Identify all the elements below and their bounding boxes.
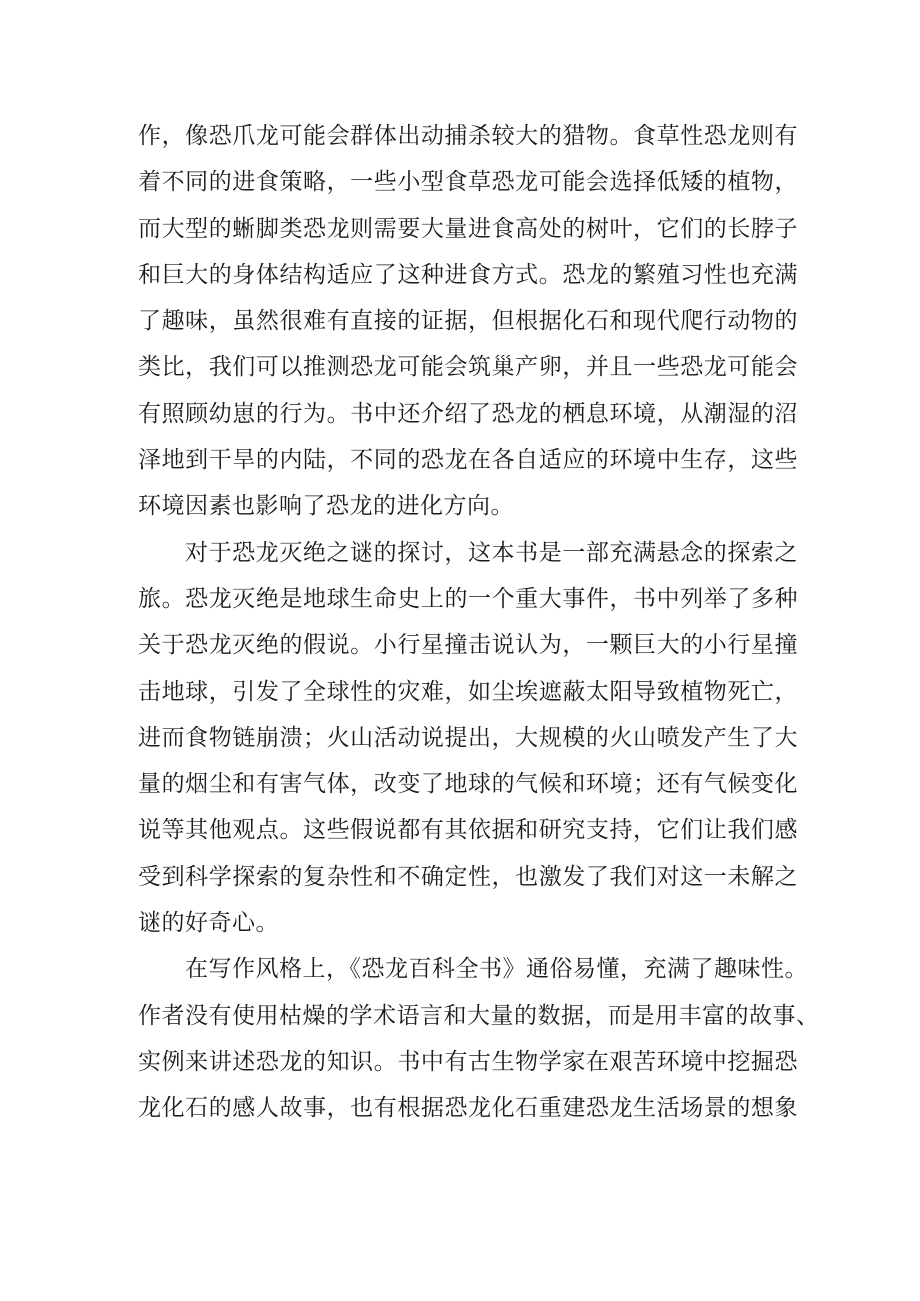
text-line: 实例来讲述恐龙的知识。书中有古生物学家在艰苦环境中挖掘恐: [138, 1048, 798, 1075]
text-line: 了趣味，虽然很难有直接的证据，但根据化石和现代爬行动物的: [138, 308, 798, 335]
body-text: [138, 113, 820, 1132]
text-line: 对于恐龙灭绝之谜的探讨，这本书是一部充满悬念的探索之: [185, 539, 798, 566]
text-line: 作者没有使用枯燥的学术语言和大量的数据，而是用丰富的故事、: [138, 1002, 820, 1029]
text-line: 类比，我们可以推测恐龙可能会筑巢产卵，并且一些恐龙可能会: [138, 354, 798, 381]
text-line: 受到科学探索的复杂性和不确定性，也激发了我们对这一未解之: [138, 863, 798, 890]
text-line: 有照顾幼崽的行为。书中还介绍了恐龙的栖息环境，从潮湿的沼: [138, 400, 798, 427]
text-line: 谜的好奇心。: [138, 910, 279, 937]
text-line: 关于恐龙灭绝的假说。小行星撞击说认为，一颗巨大的小行星撞: [138, 632, 798, 659]
text-line: 环境因素也影响了恐龙的进化方向。: [138, 493, 514, 520]
text-line: 而大型的蜥脚类恐龙则需要大量进食高处的树叶，它们的长脖子: [138, 215, 798, 242]
text-line: 进而食物链崩溃；火山活动说提出，大规模的火山喷发产生了大: [138, 724, 798, 751]
text-line: 泽地到干旱的内陆，不同的恐龙在各自适应的环境中生存，这些: [138, 447, 798, 474]
text-line: 量的烟尘和有害气体，改变了地球的气候和环境；还有气候变化: [138, 771, 798, 798]
text-line: 说等其他观点。这些假说都有其依据和研究支持，它们让我们感: [138, 817, 798, 844]
text-line: 在写作风格上，《恐龙百科全书》通俗易懂，充满了趣味性。: [185, 956, 808, 983]
text-line: 着不同的进食策略，一些小型食草恐龙可能会选择低矮的植物，: [138, 169, 798, 196]
text-line: 作，像恐爪龙可能会群体出动捕杀较大的猎物。食草性恐龙则有: [138, 123, 798, 149]
text-line: 旅。恐龙灭绝是地球生命史上的一个重大事件，书中列举了多种: [138, 585, 798, 612]
text-line: 龙化石的感人故事，也有根据恐龙化石重建恐龙生活场景的想象: [138, 1095, 798, 1122]
text-line: 击地球，引发了全球性的灾难，如尘埃遮蔽太阳导致植物死亡，: [138, 678, 798, 705]
text-line: 和巨大的身体结构适应了这种进食方式。恐龙的繁殖习性也充满: [138, 261, 798, 288]
